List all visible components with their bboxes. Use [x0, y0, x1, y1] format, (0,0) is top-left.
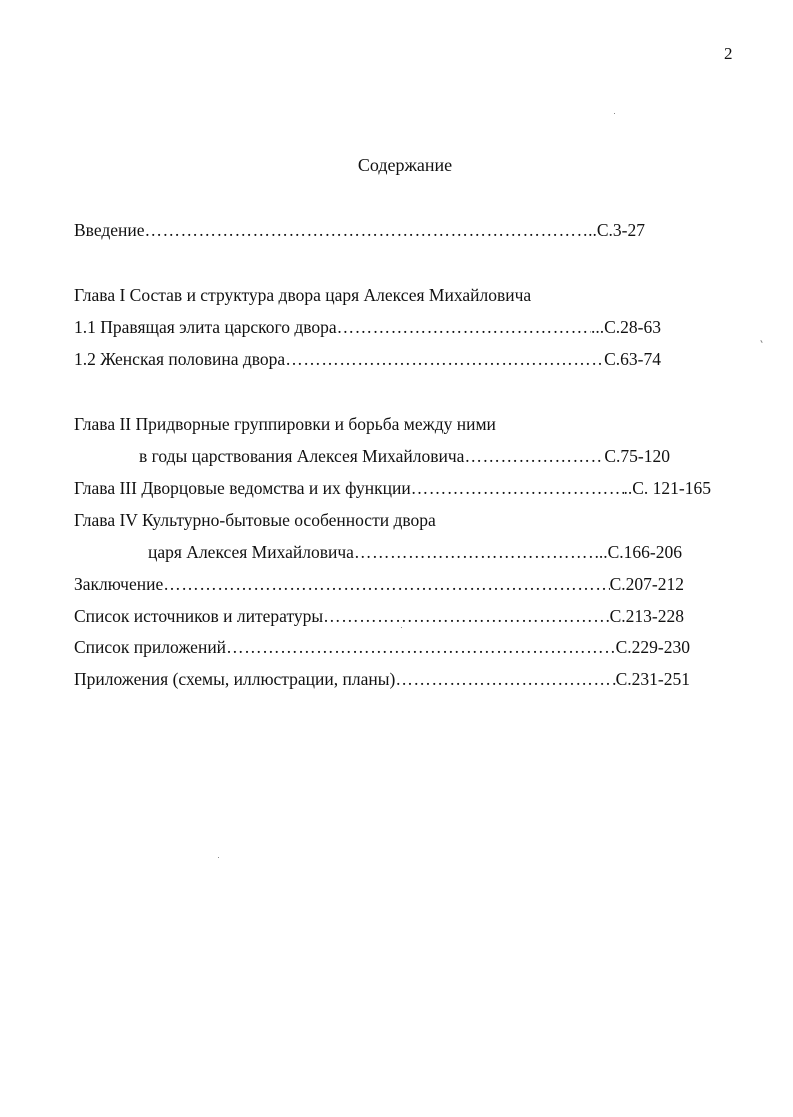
toc-entry-label: Заключение: [74, 574, 164, 594]
toc-entry-appendices: [74, 668, 690, 690]
scan-speck: [218, 857, 219, 858]
toc-entry-intro: [74, 219, 645, 241]
dot-leader: [145, 219, 589, 241]
toc-entry-pages: ..С.166-206: [598, 542, 682, 562]
toc-entry-label: Список приложений: [74, 637, 227, 657]
page-number: 2: [724, 44, 733, 63]
toc-entry-label: 1.1 Правящая элита царского двора: [74, 317, 337, 337]
toc-entry-1-2: [74, 348, 661, 370]
toc-entry-label: в годы царствования Алексея Михайловича: [139, 446, 465, 466]
dot-leader: [395, 668, 615, 690]
toc-entry-label: царя Алексея Михайловича: [148, 542, 354, 562]
toc-chapter-1-heading: Глава I Состав и структура двора царя Алексея Михайловича: [74, 285, 532, 305]
scan-speck: [401, 627, 402, 628]
toc-entry-pages: С.63-74: [604, 349, 661, 369]
toc-entry-label: Глава III Дворцовые ведомства и их функции: [74, 478, 411, 498]
toc-entry-pages: ..С. 121-165: [623, 478, 711, 498]
dot-leader: [323, 605, 609, 627]
toc-entry-label: 1.2 Женская половина двора: [74, 349, 286, 369]
toc-entry-2-cont: [139, 445, 670, 467]
toc-entry-sources: [74, 605, 684, 627]
dot-leader: [337, 316, 591, 338]
toc-entry-label: Список источников и литературы: [74, 606, 324, 626]
toc-entry-pages: С.207-212: [609, 574, 684, 594]
scan-speck: [614, 113, 615, 114]
toc-entry-pages: С.231-251: [615, 669, 690, 689]
dot-leader: [226, 636, 616, 658]
toc-entry-1-1: [74, 316, 661, 338]
toc-entry-4-cont: [148, 541, 682, 563]
toc-entry-pages: ...С.28-63: [591, 317, 661, 337]
toc-entry-pages: С.213-228: [609, 606, 684, 626]
dot-leader: [464, 445, 604, 467]
dot-leader: [354, 541, 599, 563]
toc-entry-pages: С.229-230: [615, 637, 690, 657]
toc-entry-label: Приложения (схемы, иллюстрации, планы): [74, 669, 396, 689]
toc-entry-appendix-list: [74, 636, 690, 658]
dot-leader: [285, 348, 604, 370]
toc-entry-chapter-3: [74, 477, 711, 499]
scan-speck: [760, 340, 762, 343]
toc-chapter-2-heading: Глава II Придворные группировки и борьба между ними: [74, 414, 496, 434]
toc-entry-label: Введение: [74, 220, 145, 240]
dot-leader: [163, 573, 609, 595]
dot-leader: [411, 477, 624, 499]
toc-entry-conclusion: [74, 573, 684, 595]
toc-entry-pages: ..С.3-27: [588, 220, 645, 240]
toc-title: Содержание: [357, 155, 453, 175]
toc-chapter-4-heading: Глава IV Культурно-бытовые особенности двора: [74, 510, 436, 530]
toc-entry-pages: С.75-120: [604, 446, 670, 466]
